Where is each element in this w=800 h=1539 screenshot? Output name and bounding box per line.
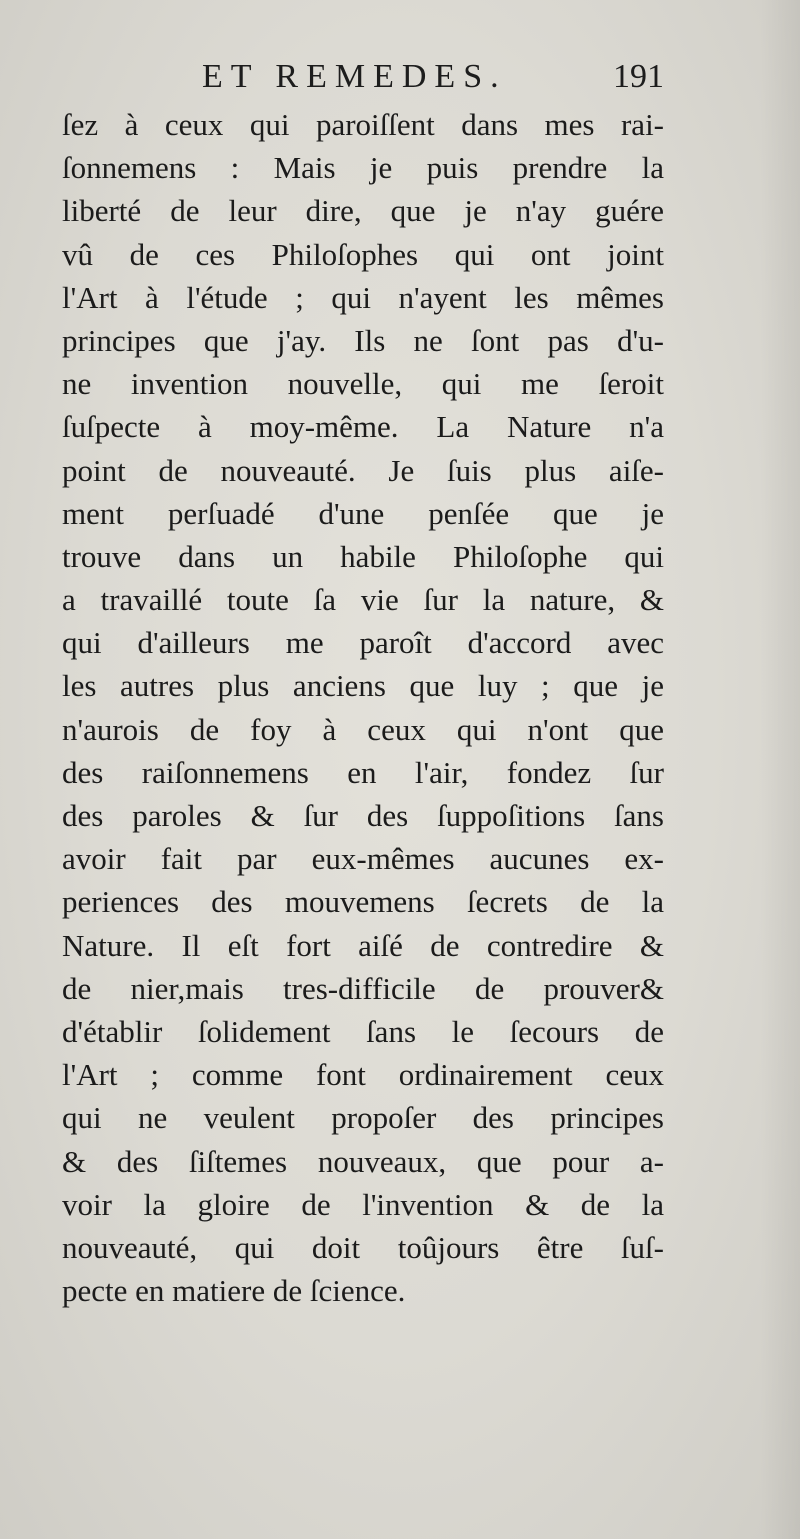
text-line: des raiſonnemens en l'air, fondez ſur [62, 754, 664, 790]
text-line: principes que j'ay. Ils ne ſont pas d'u- [62, 322, 664, 358]
text-line: avoir fait par eux-mêmes aucunes ex- [62, 841, 664, 877]
text-line: ſez à ceux qui paroiſſent dans mes rai- [62, 107, 664, 142]
text-line: trouve dans un habile Philoſophe qui [62, 538, 664, 574]
text-line: d'établir ſolidement ſans le ſecours de [62, 1013, 664, 1049]
text-line: ne invention nouvelle, qui me ſeroit [62, 366, 664, 402]
text-line: liberté de leur dire, que je n'ay guére [62, 193, 664, 229]
text-line: ſuſpecte à moy-même. La Nature n'a [62, 409, 664, 445]
text-line: l'Art ; comme font ordinairement ceux [62, 1057, 664, 1093]
text-line: ment perſuadé d'une penſée que je [62, 495, 664, 531]
text-line: qui d'ailleurs me paroît d'accord avec [62, 625, 664, 661]
text-line: qui ne veulent propoſer des principes [62, 1100, 664, 1136]
running-head-title: ET REMEDES. [202, 58, 507, 95]
text-line: ſonnemens : Mais je puis prendre la [62, 150, 664, 186]
text-line: a travaillé toute ſa vie ſur la nature, & [62, 582, 664, 618]
text-line: n'aurois de foy à ceux qui n'ont que [62, 711, 664, 747]
text-line: point de nouveauté. Je ſuis plus aiſe- [62, 452, 664, 488]
body-text [62, 103, 664, 1312]
page-number: 191 [613, 58, 664, 95]
text-line: voir la gloire de l'invention & de la [62, 1186, 664, 1222]
text-line: periences des mouvemens ſecrets de la [62, 884, 664, 920]
text-line: les autres plus anciens que luy ; que je [62, 668, 664, 704]
text-line: des paroles & ſur des ſuppoſitions ſans [62, 798, 664, 833]
text-line: & des ſiſtemes nouveaux, que pour a- [62, 1143, 664, 1179]
text-line: de nier,mais tres-difficile de prouver& [62, 970, 664, 1006]
text-line: nouveauté, qui doit toûjours être ſuſ- [62, 1229, 664, 1265]
text-line: Nature. Il eſt fort aiſé de contredire & [62, 927, 664, 963]
running-head [62, 58, 664, 106]
text-line: vû de ces Philoſophes qui ont joint [62, 236, 664, 272]
text-line: l'Art à l'étude ; qui n'ayent les mêmes [62, 279, 664, 315]
page-edge-shadow [760, 0, 800, 1539]
text-line-last: pecte en matiere de ſcience. [62, 1273, 406, 1309]
